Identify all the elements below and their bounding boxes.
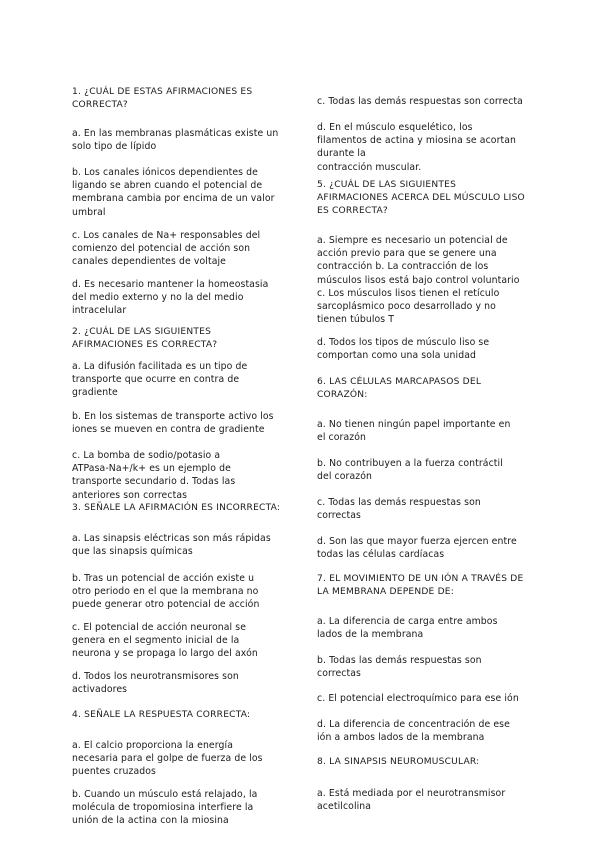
- question-1-option-b: b. Los canales iónicos dependientes de ligando se abren cuando el potencial de membrana cambia por encima de un valor umbral: [72, 167, 275, 218]
- question-7-option-d: d. La diferencia de concentración de ese ión a ambos lados de la membrana: [317, 719, 510, 744]
- question-5-option-a-b-c: a. Siempre es necesario un potencial de acción previo para que se genere una contracción b. La contracción de los músculos lisos está bajo control voluntario c. Los músculos lisos tienen el retículo sarcoplásmico poco desarrollado y no tienen túbulos T: [317, 235, 520, 326]
- question-6-option-d: d. Son las que mayor fuerza ejercen entre todas las células cardíacas: [317, 536, 517, 561]
- question-3-option-a: a. Las sinapsis eléctricas son más rápidas que las sinapsis químicas: [72, 533, 271, 558]
- question-8-title: 8. LA SINAPSIS NEUROMUSCULAR:: [317, 757, 480, 767]
- question-7-option-b: b. Todas las demás respuestas son correctas: [317, 655, 482, 680]
- question-8-option-a: a. Está mediada por el neurotransmisor acetilcolina: [317, 788, 506, 813]
- question-1-option-c: c. Los canales de Na+ responsables del comienzo del potencial de acción son canales dependientes de voltaje: [72, 230, 261, 268]
- question-1-option-d: d. Es necesario mantener la homeostasia del medio externo y no la del medio intracelular: [72, 279, 269, 317]
- question-2-title: 2. ¿CUÁL DE LAS SIGUIENTES AFIRMACIONES ES CORRECTA?: [72, 327, 218, 351]
- question-2-option-a: a. La difusión facilitada es un tipo de transporte que ocurre en contra de gradiente: [72, 361, 248, 399]
- question-6-title: 6. LAS CÉLULAS MARCAPASOS DEL CORAZÓN:: [317, 377, 482, 401]
- question-4-option-a: a. El calcio proporciona la energía necesaria para el golpe de fuerza de los puentes cruzados: [72, 740, 263, 778]
- question-4-option-c: c. Todas las demás respuestas son correcta: [317, 96, 523, 107]
- question-5-option-d: d. Todos los tipos de músculo liso se comportan como una sola unidad: [317, 337, 490, 362]
- question-4-option-b: b. Cuando un músculo está relajado, la molécula de tropomiosina interfiere la unión de la actina con la miosina: [72, 789, 258, 827]
- question-2-option-c: c. La bomba de sodio/potasio a ATPasa-Na+/k+ es un ejemplo de transporte secundario d. Todas las anteriores son correctas: [72, 450, 236, 501]
- question-2-option-b: b. En los sistemas de transporte activo los iones se mueven en contra de gradiente: [72, 411, 274, 436]
- question-7-option-c: c. El potencial electroquímico para ese ión: [317, 693, 519, 704]
- question-4-title: 4. SEÑALE LA RESPUESTA CORRECTA:: [72, 710, 251, 720]
- question-1-title: 1. ¿CUÁL DE ESTAS AFIRMACIONES ES CORRECTA?: [72, 87, 253, 111]
- question-3-option-c: c. El potencial de acción neuronal se genera en el segmento inicial de la neurona y se propaga lo largo del axón: [72, 622, 258, 660]
- question-3-title: 3. SEÑALE LA AFIRMACIÓN ES INCORRECTA:: [72, 503, 281, 513]
- question-5-title: 5. ¿CUÁL DE LAS SIGUIENTES AFIRMACIONES ACERCA DEL MÚSCULO LISO ES CORRECTA?: [317, 180, 525, 217]
- question-4-option-d: d. En el músculo esquelético, los filamentos de actina y miosina se acortan durante la contracción muscular.: [317, 122, 517, 173]
- question-7-title: 7. EL MOVIMIENTO DE UN IÓN A TRAVÉS DE LA MEMBRANA DEPENDE DE:: [317, 574, 524, 598]
- question-6-option-b: b. No contribuyen a la fuerza contráctil del corazón: [317, 458, 503, 483]
- question-7-option-a: a. La diferencia de carga entre ambos lados de la membrana: [317, 616, 498, 641]
- question-1-option-a: a. En las membranas plasmáticas existe un solo tipo de lípido: [72, 128, 279, 153]
- question-6-option-c: c. Todas las demás respuestas son correctas: [317, 497, 481, 522]
- question-3-option-d: d. Todos los neurotransmisores son activadores: [72, 671, 239, 696]
- question-3-option-b: b. Tras un potencial de acción existe u otro periodo en el que la membrana no puede generar otro potencial de acción: [72, 573, 260, 611]
- question-6-option-a: a. No tienen ningún papel importante en el corazón: [317, 419, 511, 444]
